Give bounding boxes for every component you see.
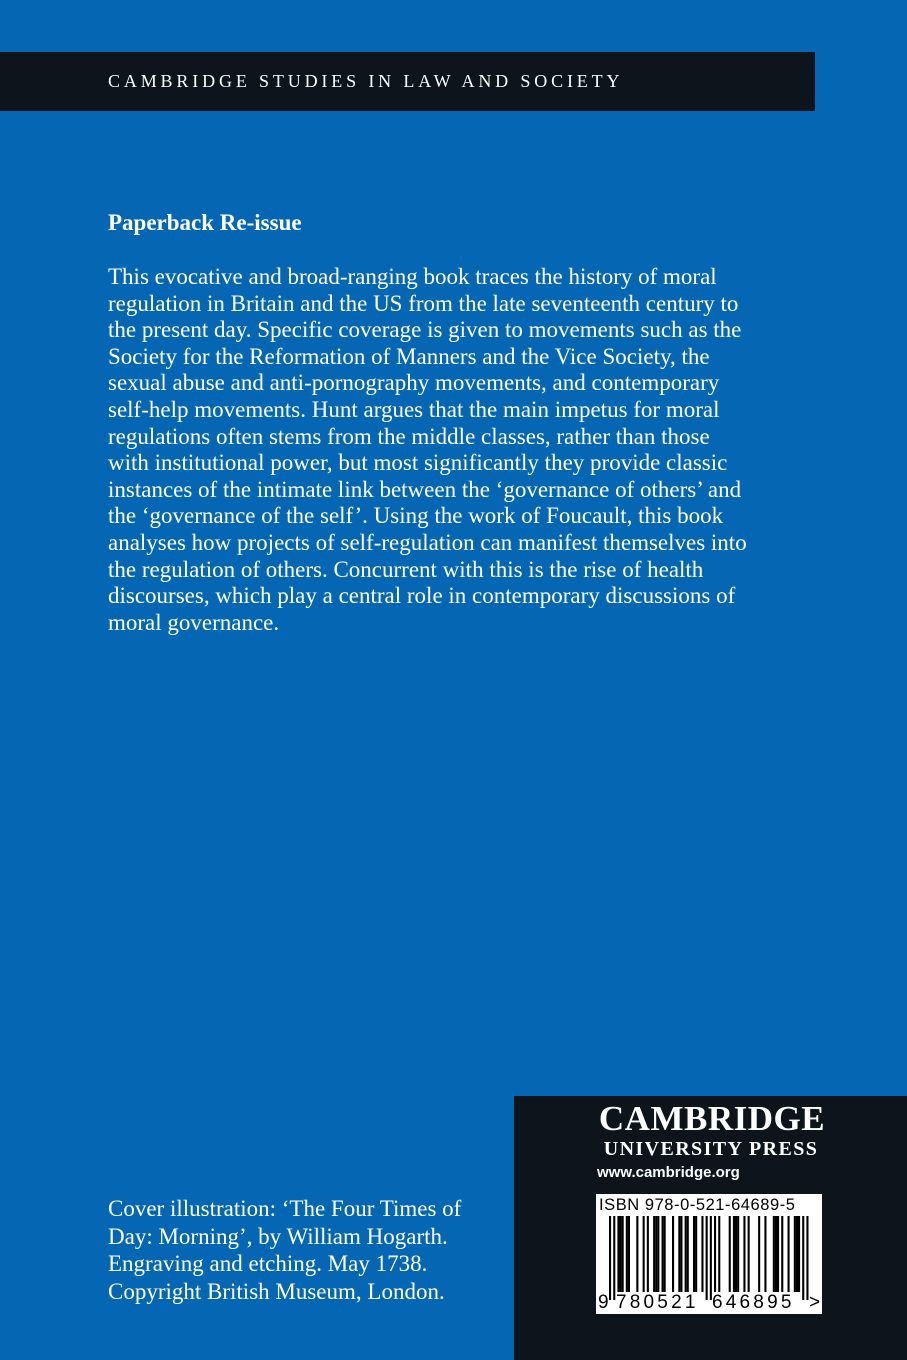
- barcode-bar: [735, 1216, 737, 1292]
- description-line: sexual abuse and anti-pornography movements, and contemporary: [108, 370, 720, 396]
- description-line: the regulation of others. Concurrent with this is the rise of health: [108, 556, 704, 582]
- barcode-bar: [788, 1216, 790, 1292]
- barcode-bar: [806, 1216, 808, 1300]
- barcode-bar: [693, 1216, 695, 1292]
- barcode-bar: [743, 1216, 745, 1292]
- barcode-bar: [706, 1216, 708, 1300]
- barcode-bar: [737, 1216, 739, 1292]
- barcode-bar: [781, 1216, 783, 1292]
- barcode-bar: [729, 1216, 731, 1292]
- barcode-bar: [636, 1216, 638, 1292]
- barcode-bar: [628, 1216, 630, 1292]
- book-description: [108, 264, 808, 636]
- barcode-bar: [802, 1216, 804, 1300]
- credit-line: Cover illustration: ‘The Four Times of: [108, 1196, 462, 1221]
- edition-heading: Paperback Re-issue: [108, 210, 302, 235]
- barcode-bar: [680, 1216, 682, 1292]
- barcode-bar: [617, 1216, 619, 1292]
- barcode-bar: [748, 1216, 750, 1292]
- barcode-bar: [794, 1216, 796, 1292]
- description-line: regulation in Britain and the US from the late seventeenth century to: [108, 290, 739, 316]
- barcode-bar: [647, 1216, 649, 1292]
- isbn-label: ISBN 978-0-521-64689-5: [599, 1196, 796, 1214]
- description-line: the ‘governance of the self’. Using the work of Foucault, this book: [108, 503, 724, 529]
- barcode-bar: [678, 1216, 680, 1292]
- publisher-panel: [514, 1096, 907, 1360]
- description-line: instances of the intimate link between the ‘governance of others’ and: [108, 476, 742, 502]
- description-line: the present day. Specific coverage is given to movements such as the: [108, 317, 742, 343]
- barcode-bar: [657, 1216, 659, 1292]
- barcode-bar: [777, 1216, 779, 1292]
- barcode-bar: [672, 1216, 674, 1292]
- description-line: self-help movements. Hunt argues that the main impetus for moral: [108, 396, 720, 422]
- description-line: with institutional power, but most significantly they provide classic: [108, 450, 728, 476]
- publisher-subname: UNIVERSITY PRESS: [603, 1138, 819, 1160]
- barcode-bar: [622, 1216, 624, 1292]
- barcode-bar: [758, 1216, 760, 1292]
- barcode-bar: [718, 1216, 720, 1292]
- credit-line: Engraving and etching. May 1738.: [108, 1251, 428, 1276]
- series-title: CAMBRIDGE STUDIES IN LAW AND SOCIETY: [108, 71, 624, 91]
- barcode-bar: [701, 1216, 703, 1292]
- barcode-bar: [775, 1216, 777, 1292]
- cover-illustration-credit: [108, 1195, 461, 1305]
- barcode-quiet-mark: >: [809, 1292, 821, 1313]
- publisher-name: CAMBRIDGE: [598, 1099, 826, 1138]
- barcode-bar: [653, 1216, 655, 1292]
- barcode-bar: [695, 1216, 697, 1292]
- description-line: discourses, which play a central role in contemporary discussions of: [108, 583, 736, 609]
- description-line: analyses how projects of self-regulation can manifest themselves into: [108, 529, 747, 555]
- barcode-bar: [687, 1216, 689, 1292]
- barcode-bar: [643, 1216, 645, 1292]
- description-line: regulations often stems from the middle classes, rather than those: [108, 423, 710, 449]
- barcode-bar: [662, 1216, 664, 1292]
- barcode-bar: [710, 1216, 712, 1300]
- barcode-bar: [613, 1216, 615, 1300]
- barcode-bar: [733, 1216, 735, 1292]
- credit-line: Day: Morning’, by William Hogarth.: [108, 1223, 448, 1249]
- description-line: This evocative and broad-ranging book traces the history of moral: [108, 264, 717, 289]
- barcode-bar: [796, 1216, 798, 1292]
- description-line: Society for the Reformation of Manners and the Vice Society, the: [108, 343, 710, 369]
- barcode-left-group: 780521: [616, 1292, 699, 1313]
- barcode-bar: [773, 1216, 775, 1292]
- barcode-bar: [685, 1216, 687, 1292]
- barcode-bar: [609, 1216, 611, 1300]
- barcode-bar: [620, 1216, 622, 1292]
- barcode-right-group: 646895: [712, 1292, 795, 1313]
- publisher-url: www.cambridge.org: [597, 1164, 740, 1181]
- barcode-bar: [626, 1216, 628, 1292]
- barcode-bar: [664, 1216, 666, 1292]
- barcode-bar: [764, 1216, 766, 1292]
- description-line: moral governance.: [108, 609, 280, 635]
- barcode-bar: [655, 1216, 657, 1292]
- isbn-barcode: [596, 1194, 822, 1314]
- barcode-bar: [798, 1216, 800, 1292]
- barcode-bar: [714, 1216, 716, 1292]
- barcode-first-digit: 9: [598, 1292, 609, 1313]
- credit-line: Copyright British Museum, London.: [108, 1278, 445, 1304]
